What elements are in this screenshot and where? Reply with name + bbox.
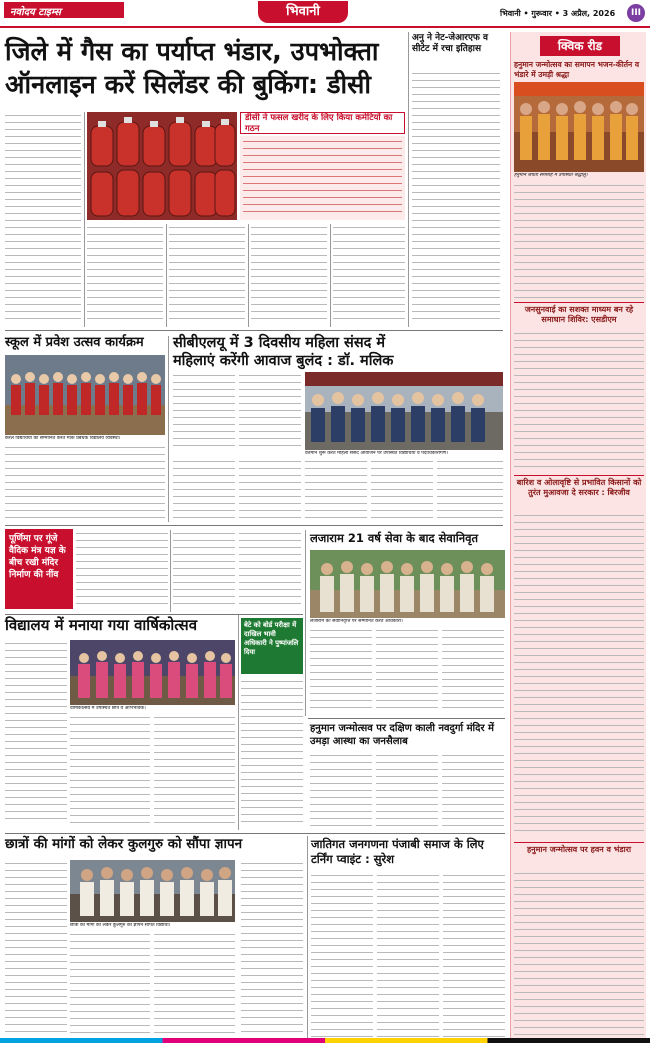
sidebar-headline-1: हनुमान जन्मोत्सव का समापन भजन-कीर्तन व भंडारे में उमड़ी श्रद्धा [514, 60, 640, 79]
hanuman-kali-body-col1 [310, 752, 372, 830]
annual-headline: विद्यालय में मनाया गया वार्षिकोत्सव [5, 616, 198, 634]
lead-headline [5, 36, 405, 102]
sidebar-headline-2: जनसुनवाई का सशक्त माध्यम बन रहे समाधान शिविर: एसडीएम [524, 305, 634, 324]
sidebar-divider [514, 842, 644, 843]
lazaram-body-col3 [442, 627, 504, 715]
annual-body-col3 [154, 714, 235, 830]
column-rule [248, 224, 249, 327]
sbi-body-col1 [173, 372, 235, 454]
lead-body-col4 [251, 224, 327, 327]
annual-body-col1 [5, 640, 67, 830]
purnima-headline: पूर्णिमा पर गूंजे वैदिक मंत्र यज्ञ के बीच रखी मंदिर निर्माण की नींव [5, 529, 73, 609]
sbi-headline-line1: सीबीएलयू में 3 दिवसीय महिला संसद में [173, 335, 386, 351]
lead-headline-line2: ऑनलाइन करें सिलेंडर की बुकिंग: डीसी [5, 70, 371, 100]
lead-body-col3 [169, 224, 245, 327]
sidebar-headline-4: हनुमान जन्मोत्सव पर हवन व भंडारा [526, 845, 632, 854]
students-headline: छात्रों की मांगों को लेकर कुलगुरु को सौंपा ज्ञापन [5, 836, 243, 852]
hanuman-kali-body-col3 [442, 752, 504, 830]
gas-cylinder-photo [87, 112, 237, 220]
sidebar-body-3 [514, 512, 644, 840]
sbi-body-col6 [371, 458, 433, 522]
purnima-body-col3 [239, 530, 301, 612]
annual-photo [70, 640, 235, 705]
school-body [5, 444, 165, 522]
jatigat-body-col2 [377, 872, 439, 1040]
annual-body-col2 [70, 714, 150, 830]
sbi-body-col4 [239, 458, 301, 522]
hanuman-kali-headline: हनुमान जन्मोत्सव पर दक्षिण काली नवदुर्गा मंदिर में उमड़ा आस्था का जनसैलाब [310, 723, 494, 747]
lead-subhead-body [240, 136, 405, 220]
sidebar-photo-caption: हनुमान जयंती समारोह में उपस्थित श्रद्धालु। [514, 173, 588, 178]
students-body-col2 [70, 931, 150, 1040]
sidebar-headline-3: बारिश व ओलावृष्टि से प्रभावित किसानों को तुरंत मुआवजा दे सरकार : बिरजीव [516, 478, 642, 497]
lead-subhead: डीसी ने फसल खरीद के लिए किया कमेटियों का गठन [240, 112, 405, 134]
net-story-headline: अनु ने नेट-जेआरएफ व सीटेट में रचा इतिहास [412, 33, 489, 54]
hanuman-kali-body-col2 [376, 752, 438, 830]
column-rule [238, 615, 239, 830]
sbi-photo [305, 372, 503, 450]
lead-body-col1 [5, 112, 81, 327]
sidebar-divider [514, 302, 644, 303]
sbi-body-col7 [437, 458, 503, 522]
lead-body-col5 [333, 224, 405, 327]
brand-logo: नवोदय टाइम्स [4, 2, 124, 18]
sbi-headline [173, 334, 503, 370]
lead-headline-line1: जिले में गैस का पर्याप्त भंडार, उपभोक्ता [5, 37, 379, 67]
section-divider [5, 525, 503, 526]
school-headline: स्कूल में प्रवेश उत्सव कार्यक्रम [5, 335, 144, 350]
column-rule [168, 336, 169, 522]
sbi-body-col3 [173, 458, 235, 522]
daughters-body [241, 678, 303, 830]
column-rule [330, 224, 331, 327]
section-divider [5, 614, 303, 615]
section-divider [308, 718, 505, 719]
lazaram-body-col2 [376, 627, 438, 715]
column-rule [408, 32, 409, 327]
students-caption: छात्रों की मांगों को लेकर कुलगुरु को ज्ञापन सौंपते विद्यार्थी। [70, 923, 171, 928]
section-title: भिवानी [258, 1, 348, 23]
school-photo [5, 355, 165, 435]
sidebar-body-1 [514, 182, 644, 300]
column-rule [170, 530, 171, 612]
page-number: III [627, 4, 645, 22]
color-registration-strip [0, 1038, 650, 1043]
sbi-body-col5 [305, 458, 367, 522]
sbi-body-col2 [239, 372, 301, 454]
school-caption: केरल विद्यार्थियों को सम्मानित करते मौके प्रबंधक विद्यालय व्यवस्था। [5, 436, 121, 441]
lazaram-caption: लजाराम को सेवानिवृत्ति पर सम्मानित करते अधिकारी। [310, 619, 403, 624]
students-body-col1 [5, 860, 67, 1040]
lead-body-col2 [87, 224, 163, 327]
sbi-headline-line2: महिलाएं करेंगी आवाज बुलंद : डॉ. मलिक [173, 353, 394, 369]
purnima-body-col2 [173, 530, 235, 612]
sidebar-divider [514, 475, 644, 476]
daughters-headline: बेटे को बोर्ड परीक्षा में दाखिल भावी अधिकारी ने पुष्पांजलि दिया [241, 618, 303, 674]
jatigat-headline: जातिगत जनगणना पंजाबी समाज के लिए टर्निंग प्वाइंट : सुरेश [311, 837, 484, 866]
quick-read-label: क्विक रीड [540, 36, 620, 56]
column-rule [84, 112, 85, 327]
column-rule [305, 530, 306, 716]
section-divider [5, 833, 505, 834]
jatigat-body-col3 [443, 872, 505, 1040]
sidebar-photo [514, 82, 644, 172]
students-body-col4 [241, 860, 303, 1040]
lazaram-photo [310, 550, 505, 618]
net-story-body [412, 70, 500, 327]
sidebar-body-2 [514, 330, 644, 472]
students-photo [70, 860, 235, 922]
column-rule [307, 836, 308, 1040]
annual-caption: वार्षिकोत्सव में उपस्थित छात्र व अभिभावक। [70, 706, 146, 711]
lazaram-headline: लजाराम 21 वर्ष सेवा के बाद सेवानिवृत [310, 531, 479, 545]
column-rule [166, 224, 167, 327]
issue-date: भिवानी • गुरूवार • 3 अप्रैल, 2026 [500, 9, 616, 18]
jatigat-body-col1 [311, 872, 373, 1040]
purnima-body [76, 530, 168, 612]
students-body-col3 [154, 931, 235, 1040]
section-divider [5, 330, 503, 331]
sidebar-body-4 [514, 870, 644, 1038]
sbi-caption: वर्तमान शुरू करते महिला संसद आयोजन पर उपस्थित विद्यार्थियों व पदाधिकारीगण। [305, 451, 448, 456]
lazaram-body-col1 [310, 627, 372, 715]
